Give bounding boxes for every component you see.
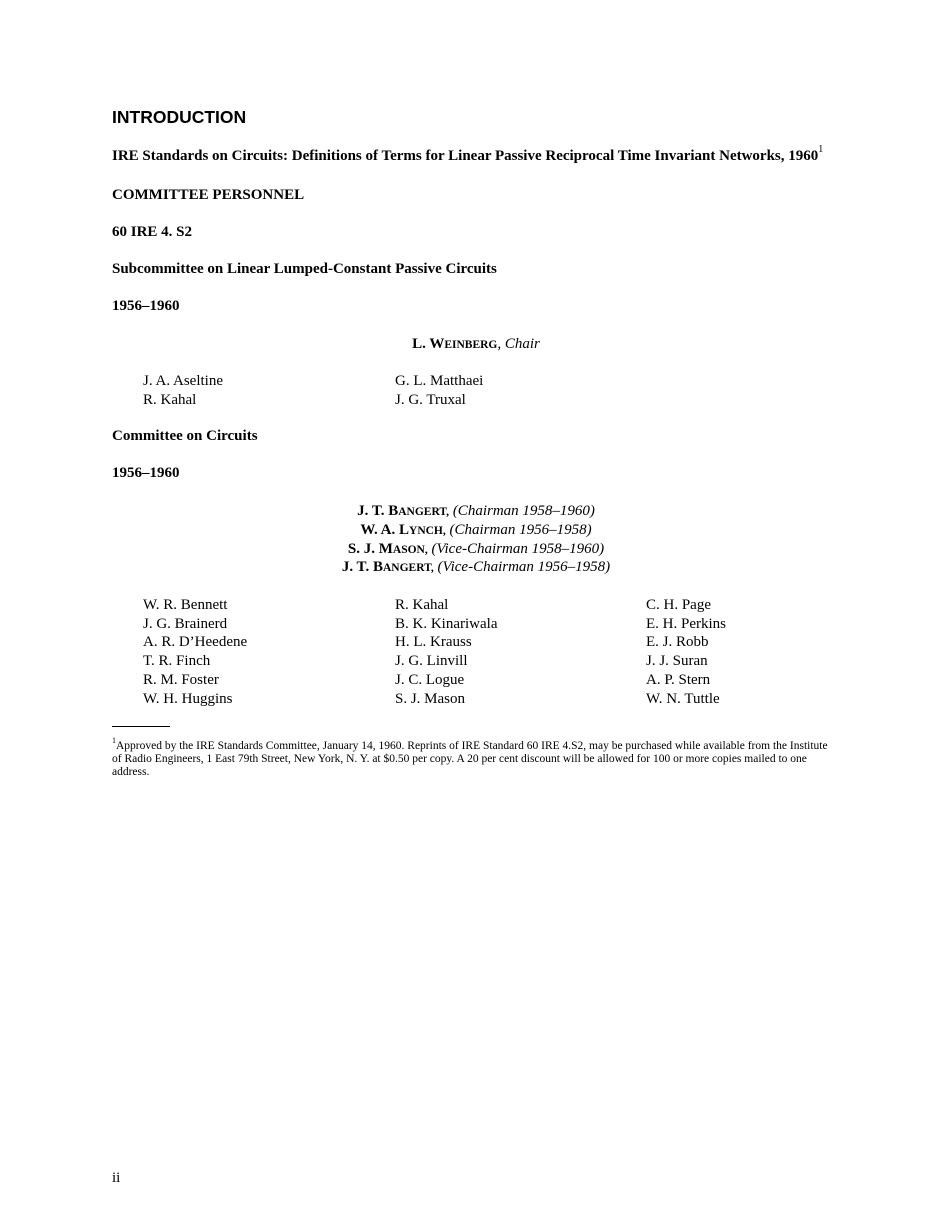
member-name: J. G. Linvill bbox=[395, 653, 468, 670]
members-column-2 bbox=[395, 372, 483, 409]
standard-title-text: IRE Standards on Circuits: Definitions of Terms for Linear Passive Reciprocal Time Invariant Networks, 1960 bbox=[112, 148, 819, 164]
members-column-1 bbox=[143, 596, 247, 708]
member-name: J. C. Logue bbox=[395, 671, 465, 688]
members-column-1 bbox=[143, 372, 223, 409]
chair-name: L. WEINBERG bbox=[412, 336, 498, 352]
member-name: C. H. Page bbox=[646, 597, 711, 613]
committee-years: 1956–1960 bbox=[112, 465, 180, 481]
subcommittee-years: 1956–1960 bbox=[112, 298, 180, 314]
members-column-3 bbox=[646, 596, 726, 708]
member-name: A. P. Stern bbox=[646, 671, 711, 688]
member-name: R. M. Foster bbox=[143, 671, 219, 688]
member-name: H. L. Krauss bbox=[395, 634, 472, 651]
chair-role: , Chair bbox=[497, 336, 540, 352]
footnote bbox=[112, 735, 840, 779]
member-name: R. Kahal bbox=[143, 391, 197, 408]
section-heading: INTRODUCTION bbox=[112, 107, 247, 127]
standard-number: 60 IRE 4. S2 bbox=[112, 224, 193, 240]
member-name: J. J. Suran bbox=[646, 653, 708, 670]
member-name: J. G. Truxal bbox=[395, 391, 466, 408]
member-name: W. R. Bennett bbox=[143, 597, 228, 613]
member-name: W. N. Tuttle bbox=[646, 690, 720, 707]
member-name: J. A. Aseltine bbox=[143, 373, 224, 389]
subcommittee-chair bbox=[112, 335, 840, 355]
members-column-2 bbox=[395, 596, 497, 708]
member-name: T. R. Finch bbox=[143, 653, 211, 670]
member-name: G. L. Matthaei bbox=[395, 373, 484, 389]
committee-name: Committee on Circuits bbox=[112, 428, 258, 444]
footnote-divider bbox=[112, 726, 170, 727]
committee-officer: J. T. BANGERT, (Chairman 1958–1960) bbox=[357, 503, 595, 519]
footnote-mark: 1 bbox=[112, 736, 116, 745]
subcommittee-name: Subcommittee on Linear Lumped-Constant Passive Circuits bbox=[112, 261, 497, 277]
footnote-reference: 1 bbox=[818, 144, 824, 155]
committee-personnel-heading: COMMITTEE PERSONNEL bbox=[112, 187, 305, 203]
standard-title bbox=[112, 146, 823, 165]
member-name: B. K. Kinariwala bbox=[395, 615, 498, 632]
member-name: J. G. Brainerd bbox=[143, 615, 228, 632]
member-name: R. Kahal bbox=[395, 597, 449, 613]
footnote-text: Approved by the IRE Standards Committee, January 14, 1960. Reprints of IRE Standard 60 IRE 4.S2, may be purchased while available from the Institute of Radio Engineers, 1 East 79th Street, New York, N. Y. at $0.50 per copy. A 20 per cent discount will be allowed for 100 or more copies mailed to one address. bbox=[112, 739, 828, 778]
committee-officer: J. T. BANGERT, (Vice-Chairman 1956–1958) bbox=[341, 559, 611, 575]
member-name: E. H. Perkins bbox=[646, 615, 726, 632]
committee-officer: S. J. MASON, (Vice-Chairman 1958–1960) bbox=[347, 541, 605, 557]
member-name: E. J. Robb bbox=[646, 634, 709, 651]
member-name: W. H. Huggins bbox=[143, 690, 233, 707]
member-name: S. J. Mason bbox=[395, 690, 466, 707]
committee-officer: W. A. LYNCH, (Chairman 1956–1958) bbox=[360, 522, 592, 538]
page-number: ii bbox=[112, 1170, 121, 1186]
member-name: A. R. D’Heedene bbox=[143, 634, 248, 651]
